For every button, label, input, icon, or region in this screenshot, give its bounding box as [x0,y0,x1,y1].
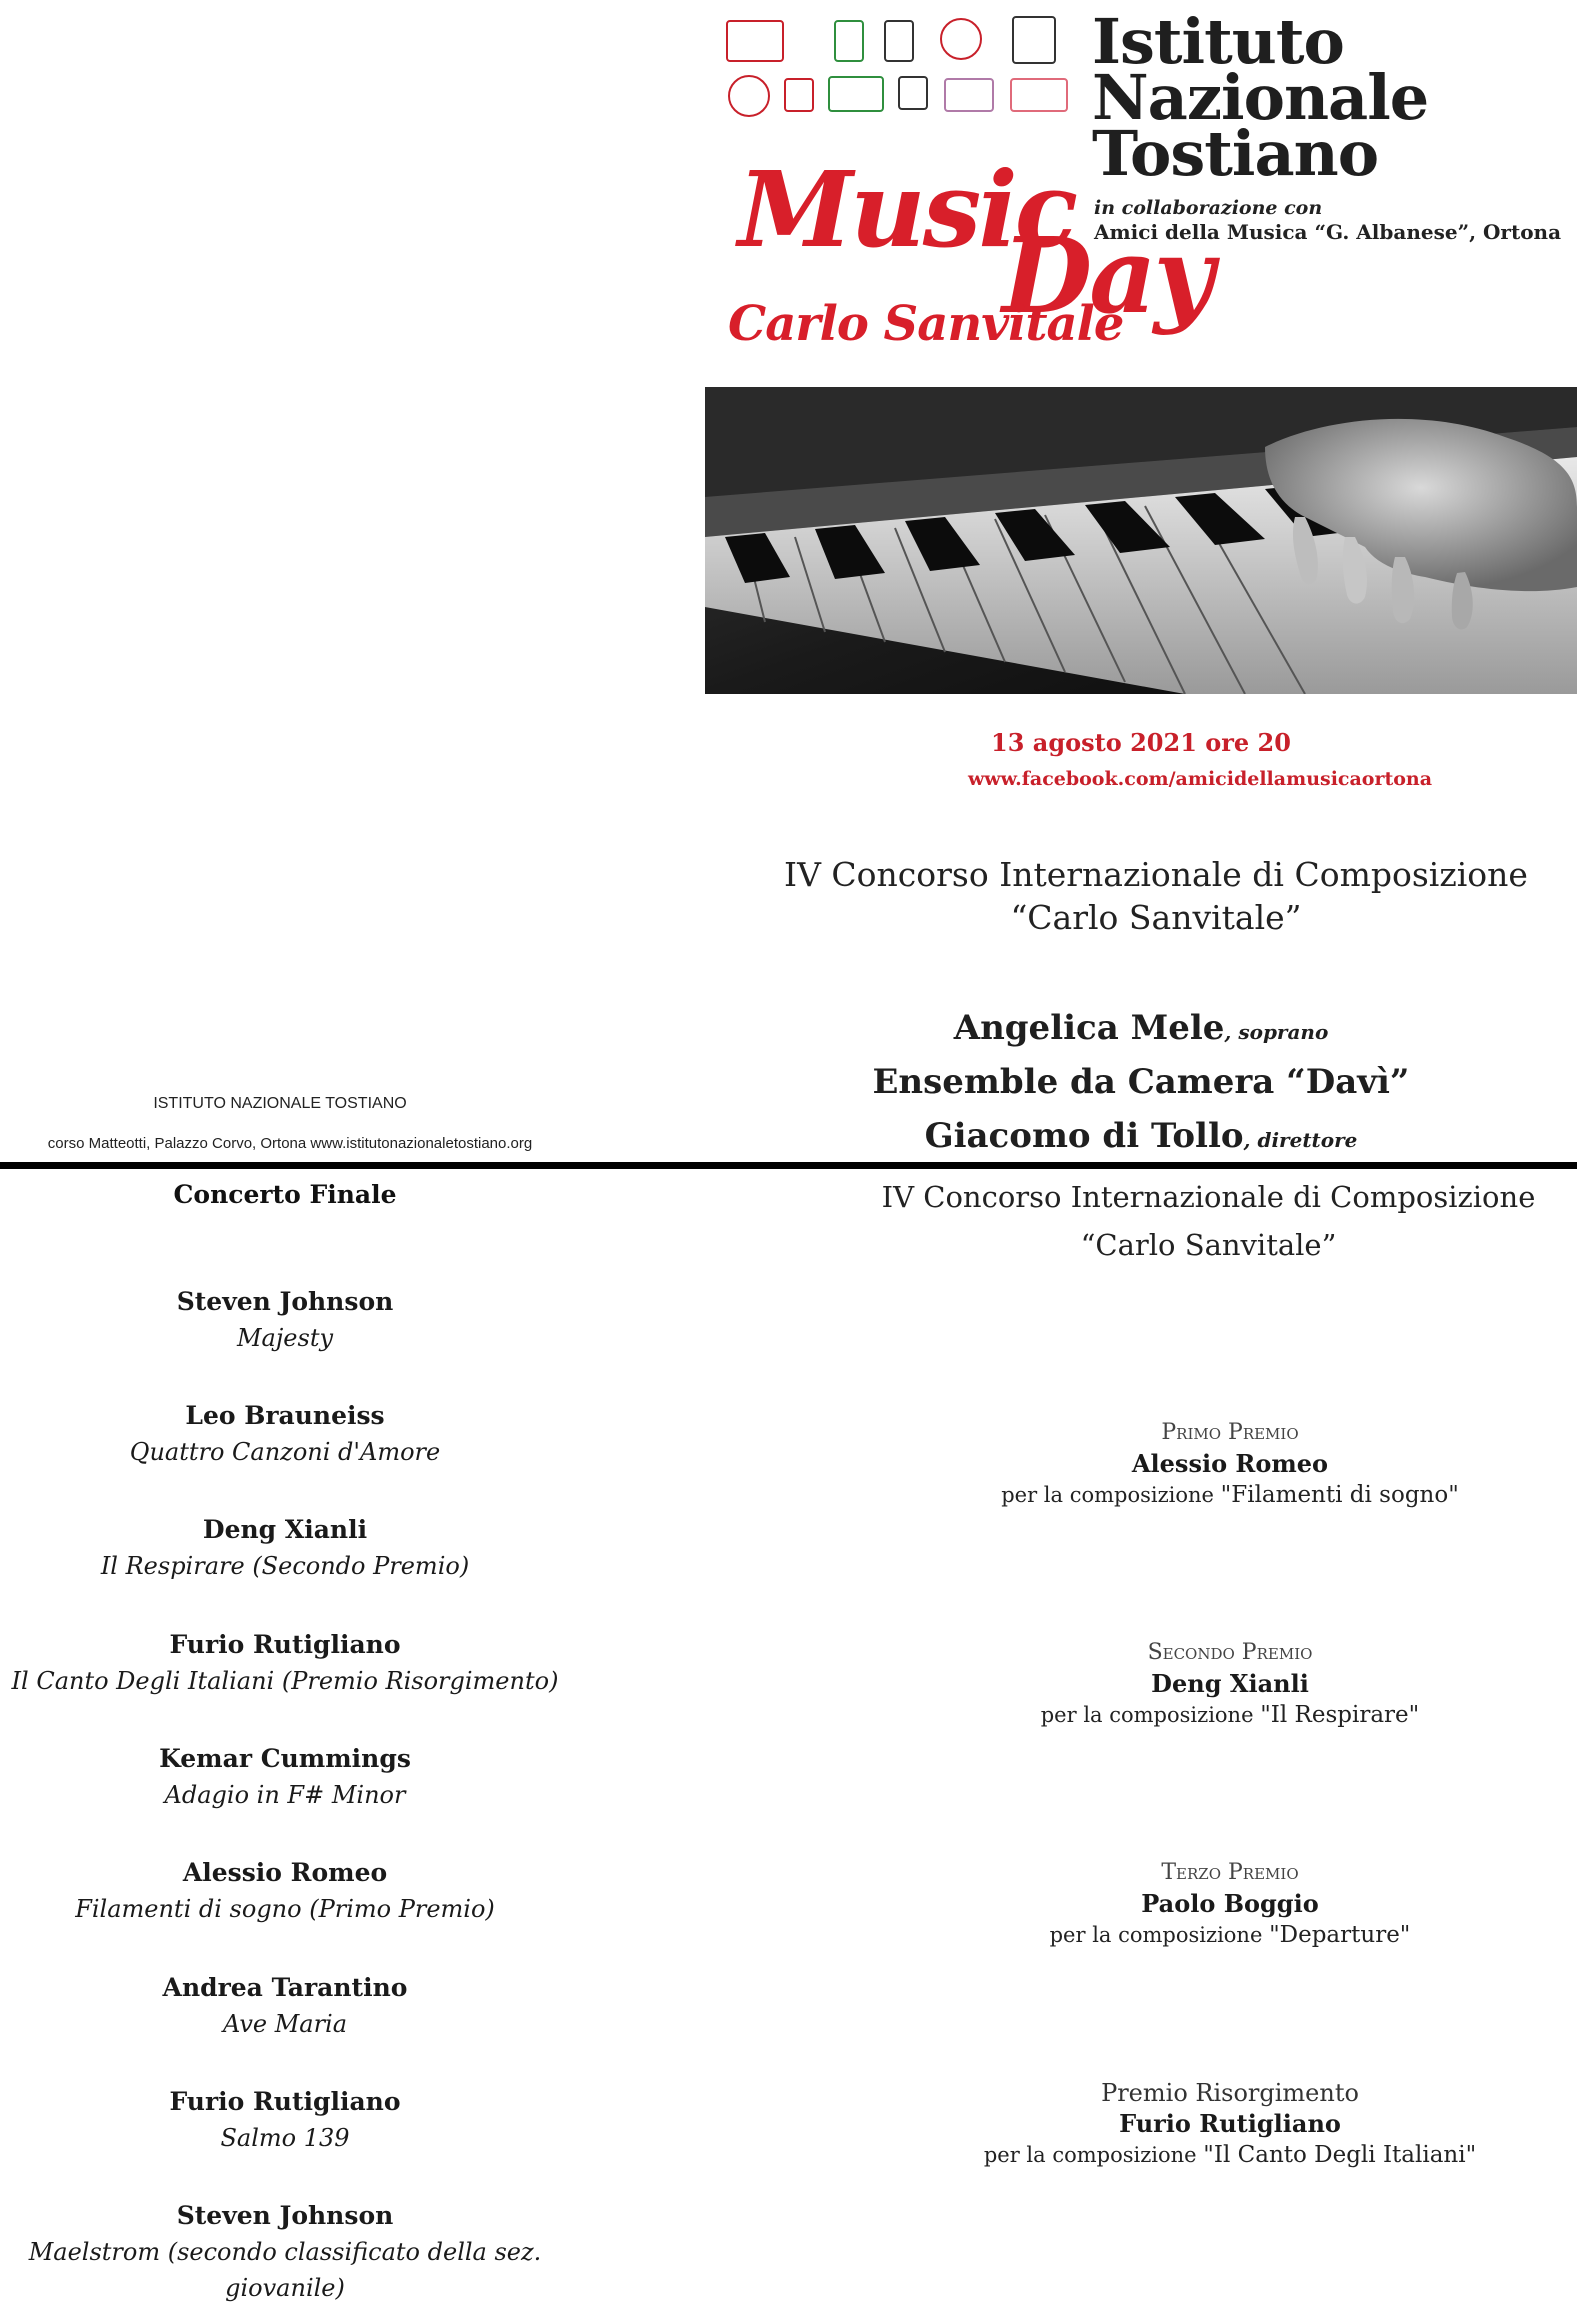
program-item [0,1627,570,1699]
prize-comp-title: "Departure" [1269,1922,1411,1948]
program-work: Maelstrom (secondo classificato della sez. giovanile) [28,2238,542,2302]
program-item [0,1970,570,2042]
sponsor-logo-2 [834,20,864,62]
program-item [0,1284,570,1356]
program-composer: Andrea Tarantino [162,1973,408,2002]
sponsor-logo-11 [1010,78,1068,112]
performer-name: Angelica Mele [953,1008,1225,1048]
facebook-link[interactable]: www.facebook.com/amicidellamusicaortona [967,768,1433,790]
prize-composition [940,1480,1520,1510]
collab-org: Amici della Musica “G. Albanese”, Ortona [1094,220,1562,244]
prize-block [940,1418,1520,1510]
prize-comp-prefix: per la composizione [983,2143,1197,2167]
sponsor-logo-6 [728,75,770,117]
program-composer: Kemar Cummings [159,1744,411,1773]
prize-comp-title: "Filamenti di sogno" [1220,1482,1459,1508]
institute-name-small: ISTITUTO NAZIONALE TOSTIANO [153,1095,407,1112]
program-item [0,2084,570,2156]
prize-label: Premio Risorgimento [1101,2079,1359,2107]
institute-title-line3: Tostiano [1092,117,1379,190]
prize-block [940,1858,1520,1950]
prize-comp-title: "Il Canto Degli Italiani" [1203,2142,1477,2168]
prize-label: Secondo Premio [1147,1640,1313,1665]
program-work: Quattro Canzoni d'Amore [129,1438,441,1466]
program-composer: Furio Rutigliano [169,1630,401,1659]
program-composer: Steven Johnson [176,2201,394,2230]
prize-winner: Deng Xianli [1151,1669,1309,1698]
program-work: Il Respirare (Secondo Premio) [100,1552,470,1580]
prize-composition [940,2140,1520,2170]
prize-winner: Alessio Romeo [1131,1449,1329,1478]
sponsor-logo-7 [784,78,814,112]
prize-label: Primo Premio [1161,1420,1299,1445]
institute-title-line1: Istituto [1092,5,1344,78]
prizes-competition-line1: IV Concorso Internazionale di Composizione [881,1180,1536,1214]
program-composer: Furio Rutigliano [169,2087,401,2116]
sponsor-logo-5 [1012,16,1056,64]
sponsor-logo-1 [726,20,784,62]
program-work: Il Canto Degli Italiani (Premio Risorgimento) [11,1667,559,1695]
prize-comp-prefix: per la composizione [1001,1483,1214,1507]
prize-winner: Furio Rutigliano [1119,2109,1341,2138]
performer-role: , direttore [1243,1128,1358,1152]
page-divider [0,1162,1577,1169]
program-item [0,1855,570,1927]
prize-winner: Paolo Boggio [1141,1889,1319,1918]
prize-comp-prefix: per la composizione [1040,1703,1254,1727]
collab-line: in collaborazione con [1094,197,1323,219]
piano-illustration [705,387,1577,694]
performer-3 [705,1116,1577,1156]
competition-title-line1: IV Concorso Internazionale di Composizione [784,855,1528,894]
institute-address: corso Matteotti, Palazzo Corvo, Ortona www.istitutonazionaletostiano.org [47,1135,533,1152]
prize-composition [940,1920,1520,1950]
program-composer: Alessio Romeo [182,1858,388,1887]
program-item [0,2198,570,2306]
performer-role: , soprano [1224,1020,1329,1044]
prize-block [940,2078,1520,2170]
prize-comp-title: "Il Respirare" [1260,1702,1420,1728]
prizes-competition-line2: “Carlo Sanvitale” [1080,1228,1337,1262]
program-item [0,1398,570,1470]
performer-name: Giacomo di Tollo [924,1116,1244,1156]
program-work: Adagio in F# Minor [164,1781,406,1809]
performer-2 [705,1062,1577,1102]
sponsor-logo-10 [944,78,994,112]
performer-name: Ensemble da Camera “Davì” [872,1062,1410,1102]
program-work: Salmo 139 [220,2124,350,2152]
prize-label: Terzo Premio [1161,1860,1299,1885]
competition-title-line2: “Carlo Sanvitale” [1010,898,1302,937]
institute-title-line2: Nazionale [1092,61,1429,134]
program-title: Concerto Finale [173,1180,397,1209]
performer-1 [705,1008,1577,1048]
sponsor-logo-3 [884,20,914,62]
program-work: Filamenti di sogno (Primo Premio) [75,1895,495,1923]
sponsor-logo-8 [828,76,884,112]
program-composer: Deng Xianli [202,1515,368,1544]
event-date: 13 agosto 2021 ore 20 [991,728,1291,757]
program-work: Majesty [236,1324,334,1352]
event-title-day: Day [1002,214,1212,337]
program-work: Ave Maria [222,2010,348,2038]
sponsor-logo-4 [940,18,982,60]
program-composer: Leo Brauneiss [185,1401,385,1430]
event-title-music: Music [738,148,1076,271]
program-item [0,1741,570,1813]
program-item [0,1512,570,1584]
prize-comp-prefix: per la composizione [1049,1923,1263,1947]
piano-photo [705,387,1577,694]
program-composer: Steven Johnson [176,1287,394,1316]
institute-title [1092,5,1562,190]
sponsor-logo-9 [898,76,928,110]
prize-block [940,1638,1520,1730]
event-subtitle: Carlo Sanvitale [728,296,1124,352]
prize-composition [940,1700,1520,1730]
